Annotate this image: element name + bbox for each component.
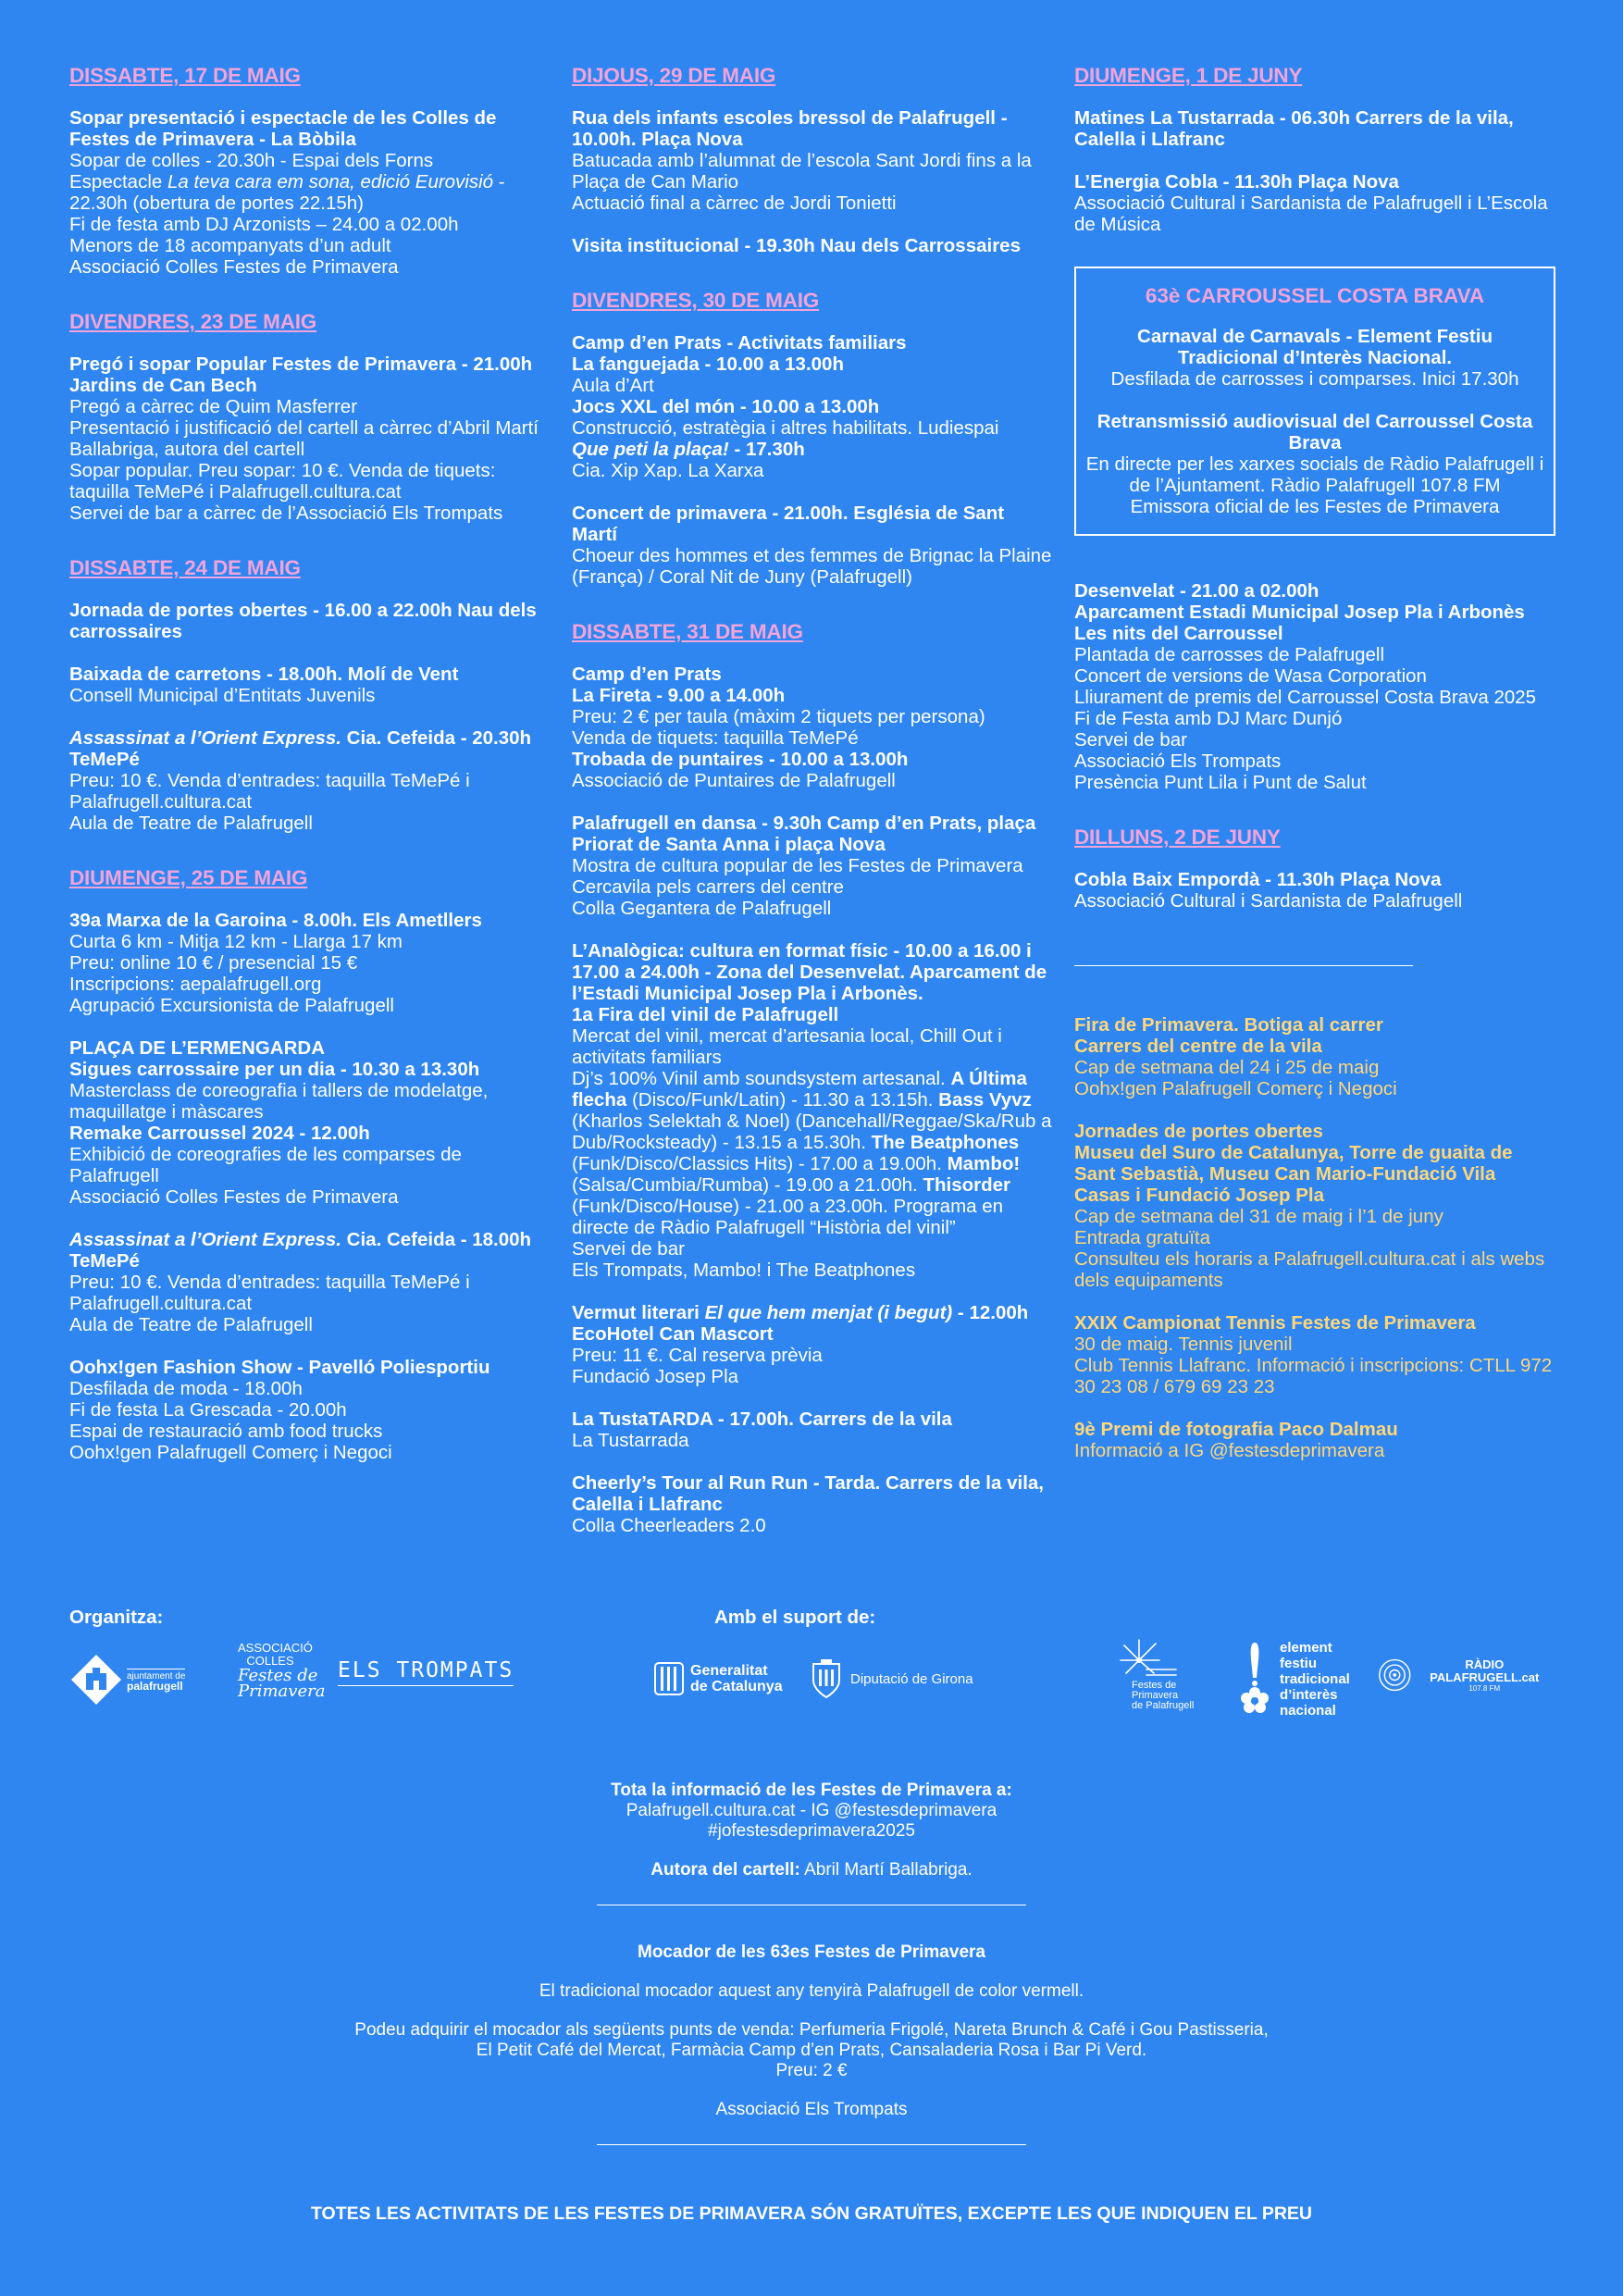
generalitat-line: Generalitat [690, 1663, 768, 1679]
event-line: Sopar de colles - 20.30h - Espai dels Forns [69, 150, 434, 171]
event-line: Associació Colles Festes de Primavera [69, 1186, 399, 1208]
day-block-2-juny [1074, 825, 1555, 912]
event-line: Inscripcions: aepalafrugell.org [69, 974, 322, 995]
suport-label: Amb el suport de: [714, 1607, 876, 1628]
event [69, 354, 541, 524]
event-line: Mercat del vinil, mercat d’artesania local, Chill Out i activitats familiars [572, 1025, 1002, 1068]
event-title: Palafrugell en dansa - 9.30h Camp d’en Prats, plaça Priorat de Santa Anna i plaça Nova [572, 813, 1036, 855]
event-title: Carrers del centre de la vila [1074, 1036, 1322, 1057]
event [69, 664, 541, 706]
spacer [0, 1842, 1623, 1860]
element-line: nacional [1280, 1703, 1336, 1719]
event [572, 1302, 1053, 1387]
event-title: Jornada de portes obertes - 16.00 a 22.00h Nau dels carrossaires [69, 600, 537, 642]
event-line: Aula de Teatre de Palafrugell [69, 813, 313, 834]
event-line: Batucada amb l’alumnat de l’escola Sant Jordi fins a la Plaça de Can Mario [572, 150, 1032, 192]
firework-icon [1119, 1632, 1178, 1681]
event [69, 1229, 541, 1335]
day-heading: DILLUNS, 2 DE JUNY [1074, 825, 1281, 849]
footer-autora [0, 1860, 1623, 1880]
event-title: 39a Marxa de la Garoina - 8.00h. Els Ametllers [69, 910, 482, 931]
event [1074, 1419, 1555, 1461]
footer-info-line: Palafrugell.cultura.cat - IG @festesdeprimavera [626, 1801, 997, 1820]
generalitat-text [690, 1663, 783, 1694]
element-line: d’interès [1280, 1687, 1338, 1703]
event-line: Curta 6 km - Mitja 12 km - Llarga 17 km [69, 931, 403, 952]
text: Vermut literari [572, 1302, 705, 1323]
event [1074, 869, 1555, 912]
event [1074, 1121, 1555, 1291]
event-line: Aula de Teatre de Palafrugell [69, 1314, 313, 1335]
element-festiu-icon [1237, 1641, 1272, 1719]
senyera-icon [654, 1662, 684, 1695]
extra-activities [1074, 1014, 1555, 1461]
event-line: Preu: 2 € per taula (màxim 2 tiquets per persona) [572, 706, 985, 727]
colles-title: ASSOCIACIÓ COLLES [238, 1641, 313, 1668]
text: Cia. Cefeida - 18.00h TeMePé [69, 1229, 532, 1272]
event-title: Rua dels infants escoles bressol de Palafrugell - 10.00h. Plaça Nova [572, 107, 1008, 150]
event-line: Venda de tiquets: taquilla TeMePé [572, 727, 859, 749]
event-title: La fanguejada - 10.00 a 13.00h [572, 354, 844, 375]
event-line: Colla Cheerleaders 2.0 [572, 1515, 766, 1536]
festes-line: de Palafrugell [1132, 1700, 1195, 1711]
event-line: 30 de maig. Tennis juvenil [1074, 1334, 1293, 1355]
event-title: Carnaval de Carnavals - Element Festiu Tradicional d’Interès Nacional. [1137, 326, 1493, 368]
event [572, 813, 1053, 919]
dj-name: Thisorder [923, 1174, 1010, 1196]
event-line: Exhibició de coreografies de les comparses de Palafrugell [69, 1144, 462, 1186]
show-title: Assassinat a l’Orient Express. [69, 727, 341, 749]
event [572, 1472, 1053, 1536]
event-line: Els Trompats, Mambo! i The Beatphones [572, 1260, 916, 1281]
event-title: Retransmissió audiovisual del Carroussel Costa Brava [1096, 411, 1533, 453]
event-line: Club Tennis Llafranc. Informació i inscripcions: CTLL 972 30 23 08 / 679 69 23 23 [1074, 1355, 1553, 1397]
day-heading: DISSABTE, 17 DE MAIG [69, 64, 301, 87]
event-line: Associació Colles Festes de Primavera [69, 256, 399, 278]
event-title: Sigues carrossaire per un dia - 10.30 a 13.30h [69, 1059, 480, 1080]
divider [1074, 965, 1413, 966]
event-title [69, 727, 541, 770]
trompats-text: ELS TROMPATS [338, 1660, 514, 1686]
event-title: Trobada de puntaires - 10.00 a 13.00h [572, 749, 909, 770]
event-line: Entrada gratuïta [1074, 1227, 1211, 1248]
event-title: Visita institucional - 19.30h Nau dels Carrossaires [572, 235, 1021, 256]
event-title [572, 439, 1053, 460]
event-title: Museu del Suro de Catalunya, Torre de guaita de Sant Sebastià, Museu Can Mario-Fundació Vila Casas i Fundació Josep Pla [1074, 1142, 1513, 1206]
day-block-30-maig [572, 288, 1053, 588]
event-line: Cia. Xip Xap. La Xarxa [572, 460, 764, 481]
footer-info-title: Tota la informació de les Festes de Primavera a: [611, 1781, 1012, 1800]
event-title: Cobla Baix Empordà - 11.30h Plaça Nova [1074, 869, 1442, 890]
day-heading: DIVENDRES, 23 DE MAIG [69, 310, 317, 333]
event-line: Servei de bar [572, 1238, 685, 1260]
event-line: Cap de setmana del 31 de maig i l’1 de juny [1074, 1206, 1443, 1227]
radio-fm: 107.8 FM [1468, 1683, 1501, 1693]
text: (Funk/Disco/House) - 21.00 a 23.00h. Programa en directe de Ràdio Palafrugell “Història del vinil” [572, 1196, 1004, 1238]
mocador-line: Podeu adquirir el mocador als següents punts de venda: Perfumeria Frigolé, Nareta Brunch & Café i Gou Pastisseria, [354, 2020, 1269, 2040]
event-line: Consell Municipal d’Entitats Juvenils [69, 685, 376, 706]
event-line: Fundació Josep Pla [572, 1366, 739, 1387]
event [572, 503, 1053, 588]
event-line: Concert de versions de Wasa Corporation [1074, 665, 1427, 687]
event-line: Lliurament de premis del Carroussel Costa Brava 2025 [1074, 687, 1537, 708]
event [69, 727, 541, 834]
event-line: Preu: online 10 € / presencial 15 € [69, 952, 358, 974]
event-line: Preu: 10 €. Venda d’entrades: taquilla TeMePé i Palafrugell.cultura.cat [69, 1272, 470, 1314]
event [69, 1037, 541, 1208]
text: (Salsa/Cumbia/Rumba) - 19.00 a 21.00h. [572, 1174, 923, 1196]
text: - 17.30h [728, 439, 805, 460]
event-line: Menors de 18 acompanyats d’un adult [69, 235, 391, 256]
event-title: 1a Fira del vinil de Palafrugell [572, 1004, 839, 1025]
event-line: Actuació final a càrrec de Jordi Tonietti [572, 192, 897, 214]
event-title: Jocs XXL del món - 10.00 a 13.00h [572, 396, 880, 417]
element-festiu-text [1280, 1640, 1350, 1719]
mocador-line: El Petit Café del Mercat, Farmàcia Camp d’en Prats, Cansaladeria Rosa i Bar Pi Verd. [476, 2041, 1147, 2060]
column-1 [69, 63, 541, 1495]
event-title: Pregó i sopar Popular Festes de Primavera - 21.00h Jardins de Can Bech [69, 354, 533, 396]
event-line: Oohx!gen Palafrugell Comerç i Negoci [69, 1442, 392, 1463]
autora-name: Abril Martí Ballabriga. [799, 1860, 973, 1880]
event-line: Associació Els Trompats [1074, 751, 1282, 772]
event-title: 9è Premi de fotografia Paco Dalmau [1074, 1419, 1398, 1440]
day-heading: DIJOUS, 29 DE MAIG [572, 64, 776, 87]
event-title: Les nits del Carroussel [1074, 623, 1283, 644]
event-title: L’Analògica: cultura en format físic - 10.00 a 16.00 i 17.00 a 24.00h - Zona del Desenvelat. Aparcament de l’Estadi Municipal Josep Pla i Arbonès. [572, 940, 1047, 1004]
event-title: Remake Carroussel 2024 - 12.00h [69, 1123, 370, 1144]
event-line: Aula d’Art [572, 375, 654, 396]
event-line: Fi de Festa amb DJ Marc Dunjó [1074, 708, 1343, 729]
day-heading: DISSABTE, 31 DE MAIG [572, 620, 803, 643]
event-line: Cercavila pels carrers del centre [572, 876, 844, 898]
text: Espectacle [69, 171, 167, 192]
event-line: Desfilada de carrosses i comparses. Inici 17.30h [1110, 368, 1519, 390]
show-title: Assassinat a l’Orient Express. [69, 1229, 341, 1250]
colles-logo [238, 1641, 326, 1701]
event-line: Servei de bar a càrrec de l’Associació Els Trompats [69, 503, 503, 524]
ajuntament-small: ajuntament de [127, 1670, 186, 1682]
colles-script: Festes de Primavera [238, 1666, 326, 1701]
text: (Kharlos Selektah & Noel) (Dancehall/Reggae/Ska/Rub a Dub/Rocksteady) - 13.15 a 15.30h. [572, 1111, 1052, 1153]
event [1074, 1312, 1555, 1397]
day-block-29-maig [572, 63, 1053, 256]
event-title [572, 1302, 1053, 1345]
event [572, 332, 1053, 481]
event-title: Sopar presentació i espectacle de les Colles de Festes de Primavera - La Bòbila [69, 107, 497, 150]
event [69, 1357, 541, 1463]
event-line: Mostra de cultura popular de les Festes de Primavera [572, 855, 1023, 876]
event-line: Sopar popular. Preu sopar: 10 €. Venda de tiquets: taquilla TeMePé i Palafrugell.cultura.cat [69, 460, 496, 503]
radio-text [1416, 1658, 1554, 1693]
event-line: Associació Cultural i Sardanista de Palafrugell [1074, 890, 1463, 912]
event-line: Presència Punt Lila i Punt de Salut [1074, 772, 1367, 793]
logos-row [69, 1607, 1554, 1736]
event-line: Colla Gegantera de Palafrugell [572, 898, 832, 919]
footer [0, 1781, 1623, 2182]
event-title: Concert de primavera - 21.00h. Església de Sant Martí [572, 503, 1005, 545]
dj-name: Bass Vyvz [938, 1089, 1032, 1111]
column-3 [1074, 63, 1555, 1483]
festes-logo [1119, 1632, 1194, 1711]
element-line: festiu [1280, 1656, 1318, 1671]
free-activities-notice: TOTES LES ACTIVITATS DE LES FESTES DE PRIMAVERA SÓN GRATUÏTES, EXCEPTE LES QUE INDIQUEN EL PREU [310, 2203, 1313, 2224]
event-line: En directe per les xarxes socials de Ràdio Palafrugell i de l’Ajuntament. Ràdio Palafrugell 107.8 FM [1085, 453, 1544, 496]
event-line: Servei de bar [1074, 729, 1187, 751]
column-2 [572, 63, 1053, 1568]
text: Cia. Cefeida - 20.30h TeMePé [69, 727, 532, 770]
ajuntament-name: palafrugell [127, 1679, 183, 1693]
day-heading: DIUMENGE, 1 DE JUNY [1074, 64, 1303, 87]
event-title: Desenvelat - 21.00 a 02.00h [1074, 580, 1319, 602]
spacer [0, 2002, 1623, 2020]
dj-name: The Beatphones [871, 1132, 1020, 1153]
diputacio-crest-icon [810, 1658, 843, 1699]
event-line: Emissora oficial de les Festes de Primavera [1130, 496, 1500, 517]
element-line: tradicional [1280, 1671, 1350, 1687]
event-line: Pregó a càrrec de Quim Masferrer [69, 396, 358, 417]
footer-hashtag: #jofestesdeprimavera2025 [708, 1821, 915, 1841]
event [572, 107, 1053, 214]
event [572, 664, 1053, 791]
event-line [69, 171, 541, 214]
generalitat-logo [654, 1662, 783, 1695]
event-line: Agrupació Excursionista de Palafrugell [69, 995, 394, 1016]
day-heading: DIVENDRES, 30 DE MAIG [572, 289, 820, 312]
event-line: Consulteu els horaris a Palafrugell.cultura.cat i als webs dels equipaments [1074, 1248, 1545, 1291]
radio-logo [1378, 1657, 1554, 1694]
event [572, 940, 1053, 1281]
diputacio-text: Diputació de Girona [850, 1670, 973, 1687]
desenvelat-block [1074, 580, 1555, 793]
day-block-17-maig [69, 63, 541, 278]
event-line: Plantada de carrosses de Palafrugell [1074, 644, 1385, 665]
event-line: Associació Cultural i Sardanista de Palafrugell i L’Escola de Música [1074, 192, 1548, 235]
event-line: Fi de festa La Grescada - 20.00h [69, 1399, 347, 1421]
event [69, 600, 541, 642]
event-line: Informació a IG @festesdeprimavera [1074, 1440, 1385, 1461]
event-title: PLAÇA DE L’ERMENGARDA [69, 1037, 325, 1059]
event [1074, 171, 1555, 235]
carroussel-title: 63è CARROUSSEL COSTA BRAVA [1145, 284, 1485, 307]
divider [597, 2144, 1026, 2145]
event-title: L’Energia Cobla - 11.30h Plaça Nova [1074, 171, 1399, 192]
mocador-org: Associació Els Trompats [715, 2100, 908, 2119]
event-line: Cap de setmana del 24 i 25 de maig [1074, 1057, 1380, 1078]
event-line: Masterclass de coreografia i tallers de modelatge, maquillatge i màscares [69, 1080, 489, 1123]
event-line: Preu: 11 €. Cal reserva prèvia [572, 1345, 823, 1366]
event-line: Preu: 10 €. Venda d’entrades: taquilla TeMePé i Palafrugell.cultura.cat [69, 770, 470, 813]
ajuntament-text [127, 1669, 185, 1692]
event-line: Espai de restauració amb food trucks [69, 1421, 383, 1442]
event-title: Camp d’en Prats - Activitats familiars [572, 332, 907, 354]
carroussel-box [1074, 267, 1555, 536]
event-title: Cheerly’s Tour al Run Run - Tarda. Carrers de la vila, Calella i Llafranc [572, 1472, 1044, 1515]
day-block-31-maig [572, 619, 1053, 1536]
event-line: Oohx!gen Palafrugell Comerç i Negoci [1074, 1078, 1397, 1099]
mocador-title: Mocador de les 63es Festes de Primavera [638, 1942, 985, 1962]
event [1074, 580, 1555, 793]
organitza-label: Organitza: [69, 1607, 164, 1628]
show-title: El que hem menjat (i begut) [704, 1302, 953, 1323]
event-line: La Tustarrada [572, 1430, 689, 1451]
event [1074, 1014, 1555, 1099]
mocador-line: El tradicional mocador aquest any tenyirà Palafrugell de color vermell. [539, 1981, 1084, 2001]
day-heading: DISSABTE, 24 DE MAIG [69, 556, 301, 579]
event-title: Matines La Tustarrada - 06.30h Carrers de la vila, Calella i Llafranc [1074, 107, 1514, 150]
radio-name: RÀDIO PALAFRUGELL.cat [1430, 1657, 1540, 1684]
show-title: Que peti la plaça! [572, 439, 729, 460]
event-title: La Fireta - 9.00 a 14.00h [572, 685, 786, 706]
day-block-23-maig [69, 309, 541, 524]
element-line: element [1280, 1640, 1332, 1656]
event-line: Desfilada de moda - 18.00h [69, 1378, 303, 1399]
event-line: Construcció, estratègia i altres habilitats. Ludiespai [572, 417, 999, 439]
ajuntament-logo [69, 1653, 185, 1706]
festes-line: Primavera [1132, 1690, 1179, 1701]
text: (Disco/Funk/Latin) - 11.30 a 13.15h. [626, 1089, 939, 1111]
spacer [1085, 390, 1544, 411]
event-line: Choeur des hommes et des femmes de Brignac la Plaine (França) / Coral Nit de Juny (Palafrugell) [572, 545, 1052, 588]
event [572, 235, 1053, 256]
spacer [0, 1963, 1623, 1981]
festes-text [1132, 1681, 1194, 1711]
event [1074, 107, 1555, 150]
event-line: Associació de Puntaires de Palafrugell [572, 770, 896, 791]
trompats-logo [338, 1660, 514, 1686]
text: - 22.30h (obertura de portes 22.15h) [69, 171, 505, 214]
show-title: La teva cara em sona, edició Eurovisió [167, 171, 494, 192]
text: Dj’s 100% Vinil amb soundsystem artesanal. [572, 1068, 951, 1089]
event [69, 910, 541, 1016]
day-block-1-juny [1074, 63, 1555, 235]
event [69, 107, 541, 278]
radio-waves-icon [1378, 1657, 1412, 1694]
ajuntament-emblem-icon [69, 1653, 123, 1706]
event-title: Jornades de portes obertes [1074, 1121, 1323, 1142]
text: - 12.00h EcoHotel Can Mascort [572, 1302, 1029, 1345]
event-line: Fi de festa amb DJ Arzonists – 24.00 a 02.00h [69, 214, 459, 235]
event-title: La TustaTARDA - 17.00h. Carrers de la vila [572, 1409, 952, 1430]
event-title: Baixada de carretons - 18.00h. Molí de Vent [69, 664, 459, 685]
event-title: Fira de Primavera. Botiga al carrer [1074, 1014, 1383, 1036]
event-line [572, 1068, 1053, 1238]
day-block-24-maig [69, 555, 541, 834]
dj-name: A Última flecha [572, 1068, 1027, 1111]
event [572, 1409, 1053, 1451]
generalitat-line: de Catalunya [690, 1679, 783, 1694]
day-heading: DIUMENGE, 25 DE MAIG [69, 866, 308, 889]
day-block-25-maig [69, 865, 541, 1463]
element-festiu-logo [1237, 1640, 1350, 1719]
event-title: Camp d’en Prats [572, 664, 722, 685]
autora-label: Autora del cartell: [650, 1860, 800, 1880]
event-title [69, 1229, 541, 1272]
event-line: Presentació i justificació del cartell a càrrec d’Abril Martí Ballabriga, autora del cartell [69, 417, 539, 460]
spacer [0, 2081, 1623, 2100]
event-title: Oohx!gen Fashion Show - Pavelló Poliesportiu [69, 1357, 490, 1378]
dj-name: Mambo! [947, 1153, 1021, 1174]
event-title: Aparcament Estadi Municipal Josep Pla i Arbonès [1074, 602, 1525, 623]
diputacio-logo [810, 1658, 973, 1699]
event-title: XXIX Campionat Tennis Festes de Primavera [1074, 1312, 1476, 1334]
festes-line: Festes de [1132, 1680, 1177, 1691]
text: (Funk/Disco/Classics Hits) - 17.00 a 19.00h. [572, 1153, 948, 1174]
mocador-price: Preu: 2 € [775, 2061, 848, 2080]
